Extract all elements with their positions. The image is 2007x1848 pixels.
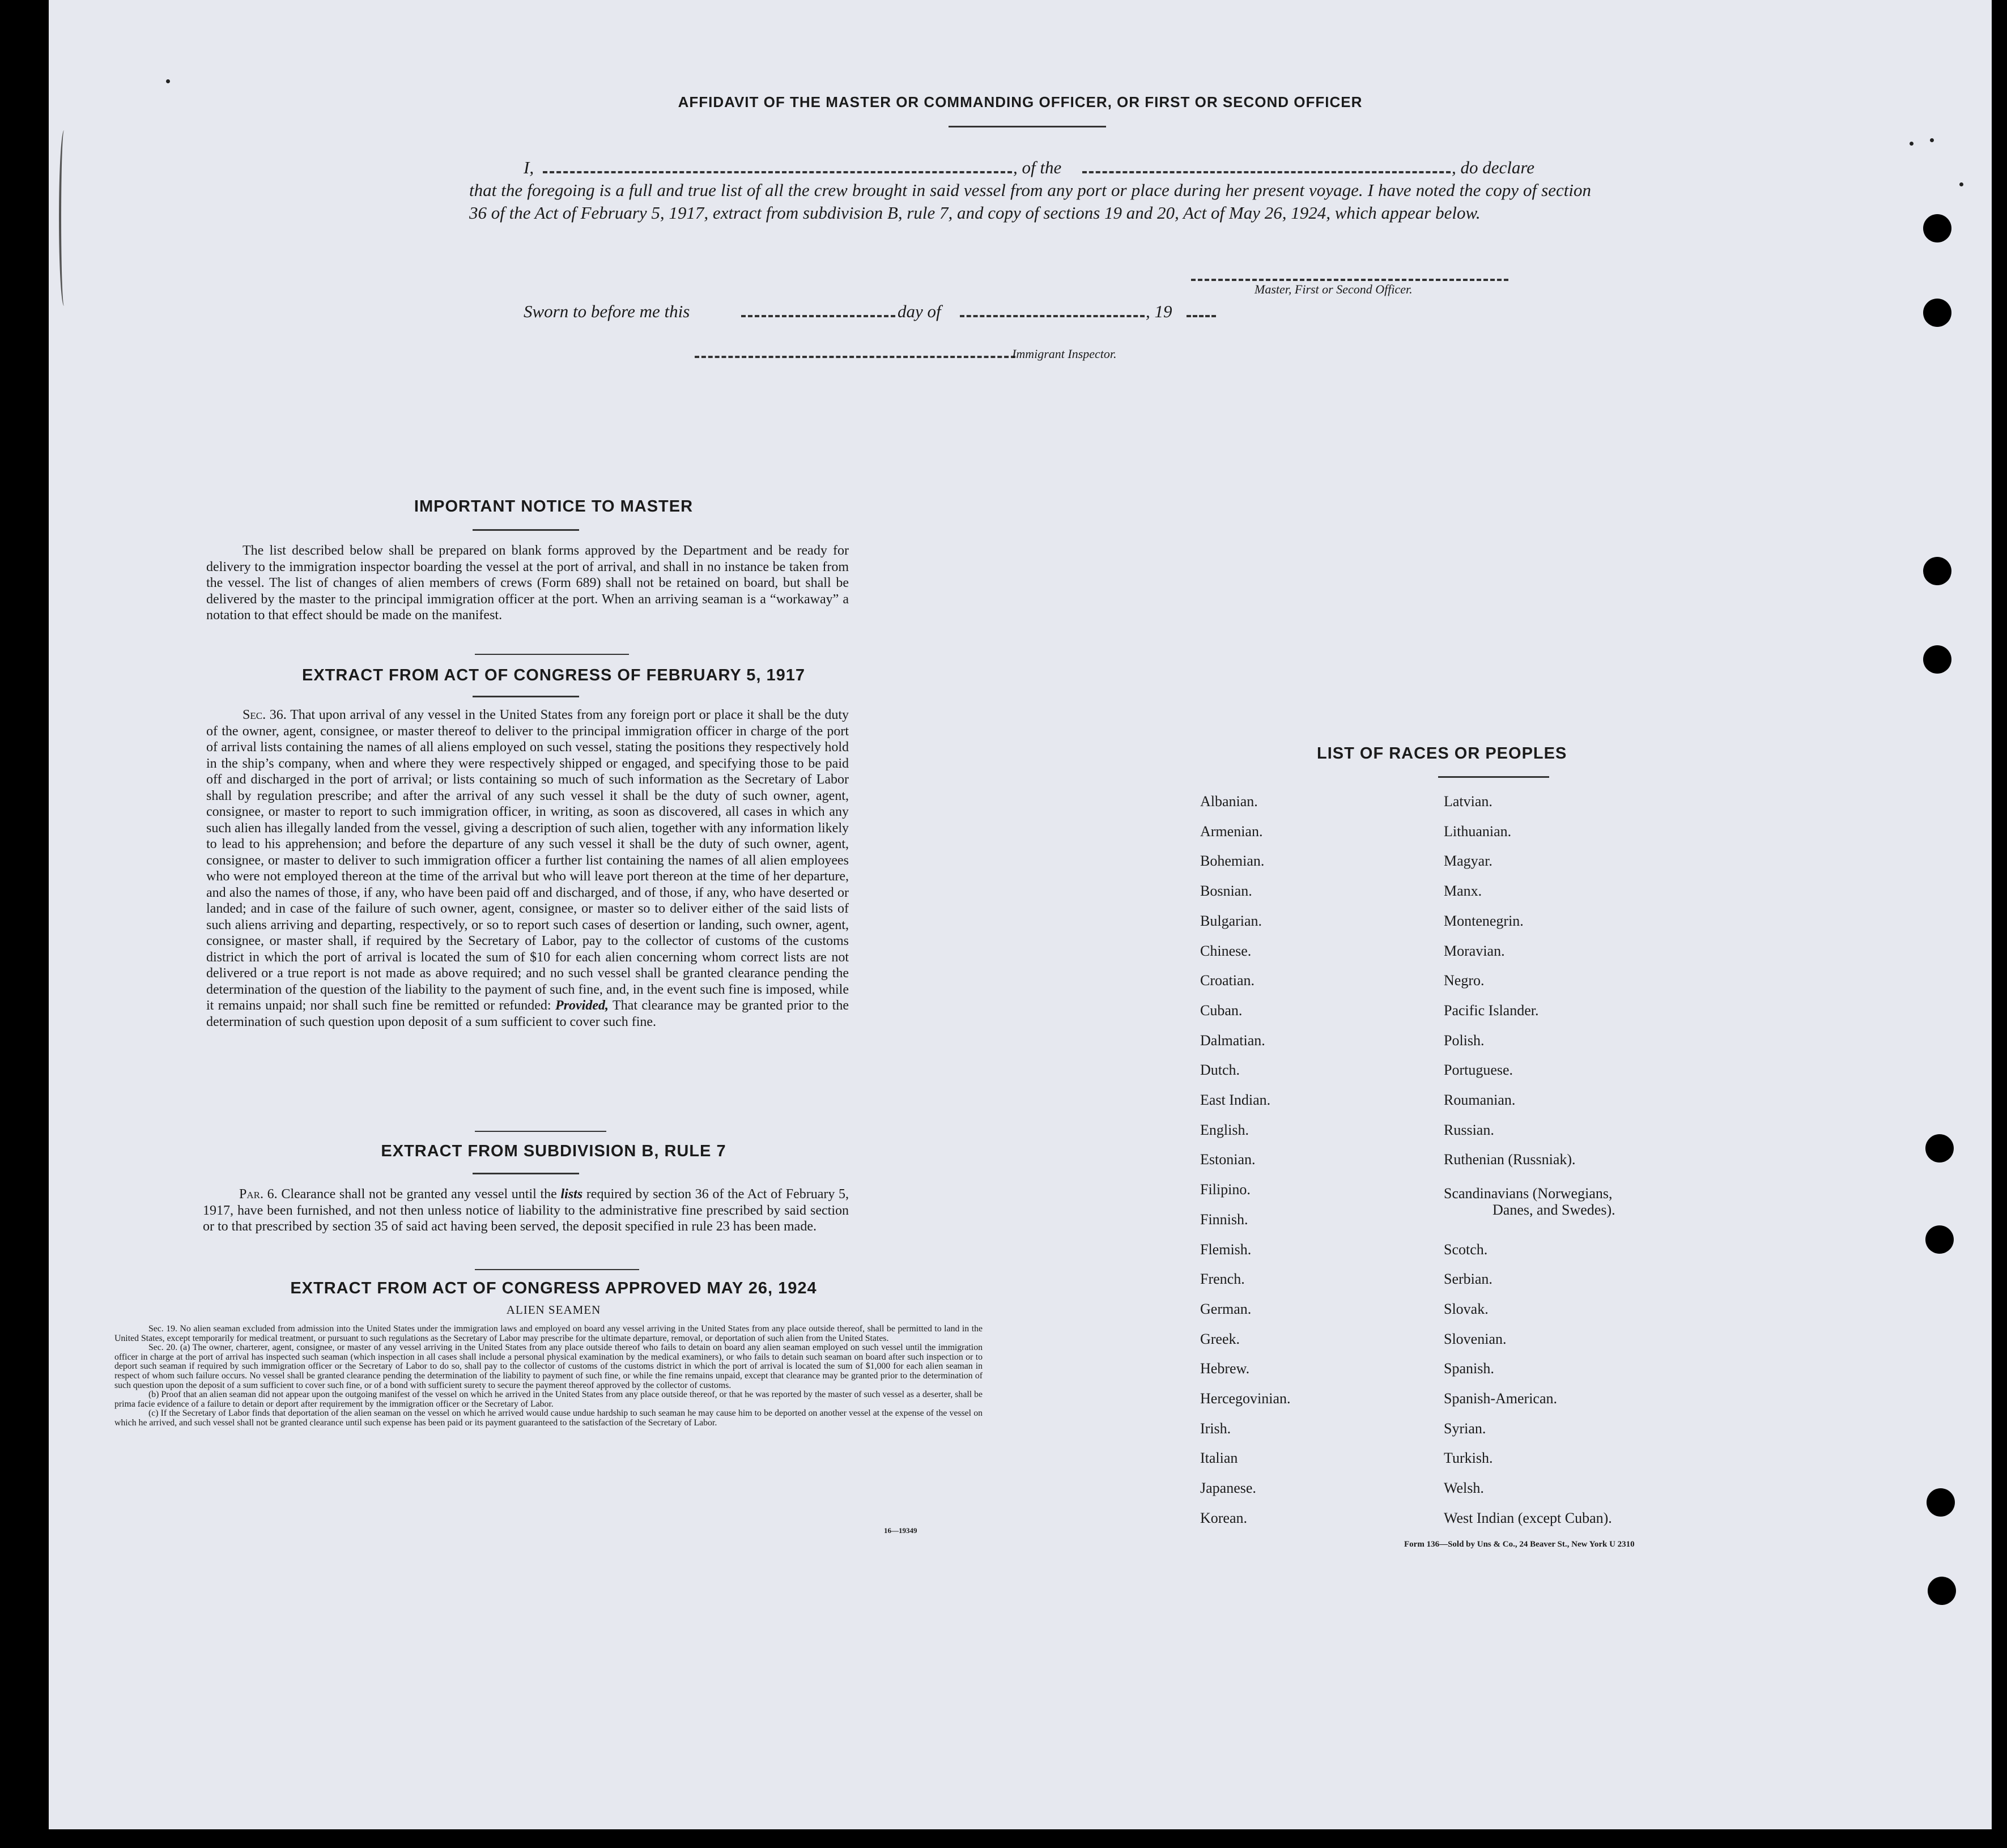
- paragraph-label: Par. 6.: [239, 1187, 278, 1202]
- name-blank[interactable]: [543, 171, 1012, 173]
- race-item: Flemish.: [1200, 1241, 1252, 1258]
- day-of-label: day of: [898, 301, 941, 321]
- vessel-blank[interactable]: [1082, 171, 1451, 173]
- rule-7-title: EXTRACT FROM SUBDIVISION B, RULE 7: [381, 1142, 726, 1160]
- paragraph-6-text: [203, 1186, 849, 1235]
- section-36-text: [206, 707, 849, 1030]
- day-blank[interactable]: [741, 315, 895, 317]
- sections-19-20: [114, 1325, 983, 1428]
- races-title: LIST OF RACES OR PEOPLES: [1317, 744, 1567, 763]
- race-item: Bosnian.: [1200, 883, 1252, 899]
- punch-hole: [1928, 1577, 1956, 1605]
- race-item: Russian.: [1444, 1122, 1494, 1138]
- race-item: German.: [1200, 1301, 1252, 1317]
- alien-seamen-subtitle: ALIEN SEAMEN: [506, 1303, 601, 1317]
- race-item: English.: [1200, 1122, 1249, 1138]
- race-item: Slovenian.: [1444, 1331, 1507, 1347]
- i-label: I,: [524, 157, 534, 177]
- notice-text: The list described below shall be prepared on blank forms approved by the Department and be ready for delivery to the immigration inspector boarding the vessel at the port of arrival, and shall in no instance be taken from the vessel. The list of changes of alien members of crews (Form 689) shall not be retained on board, but shall be delivered by the master to the principal immigration officer at the port. When an arriving seaman is a “workaway” a notation to that effect should be made on the manifest.: [206, 543, 849, 623]
- race-item: Slovak.: [1444, 1301, 1489, 1317]
- speck: [1910, 142, 1914, 146]
- race-item: Roumanian.: [1444, 1092, 1516, 1108]
- proviso-word: Provided,: [555, 998, 609, 1013]
- year-label: , 19: [1146, 301, 1172, 321]
- race-item: Armenian.: [1200, 823, 1263, 840]
- race-item: Bulgarian.: [1200, 913, 1262, 929]
- race-item: West Indian (except Cuban).: [1444, 1510, 1612, 1526]
- notice-title: IMPORTANT NOTICE TO MASTER: [414, 497, 694, 516]
- race-item: Finnish.: [1200, 1211, 1248, 1228]
- divider: [475, 654, 629, 655]
- punch-hole: [1925, 1225, 1954, 1254]
- extract-1917-title: EXTRACT FROM ACT OF CONGRESS OF FEBRUARY 5, 1917: [301, 666, 806, 684]
- race-item: Bohemian.: [1200, 853, 1265, 869]
- race-item: East Indian.: [1200, 1092, 1271, 1108]
- print-code: 16—19349: [884, 1526, 917, 1535]
- race-item: Spanish.: [1444, 1360, 1494, 1377]
- rule-7-underline: [473, 1173, 579, 1174]
- race-item: Polish.: [1444, 1032, 1485, 1049]
- year-blank[interactable]: [1187, 315, 1216, 317]
- of-the-label: , of the: [1013, 157, 1062, 177]
- section-36-body: That upon arrival of any vessel in the United States from any foreign port or place it shall be the duty of the owner, agent, consignee, or master thereof to deliver to the principal immigration officer in charge of the port of arrival lists containing the names of all aliens employed on such vessel, stating the positions they respectively hold in the ship’s company, when and where they were respectively shipped or engaged, and specifying those to be paid off and discharged in the port of arrival; or lists containing so much of such information as the Secretary of Labor shall by regulation prescribe; and after the arrival of any such vessel it shall be the duty of such owner, agent, consignee, or master to report to such immigration officer, in writing, as soon as discovered, all cases in which any such alien has illegally landed from the vessel, giving a description of such alien, together with any information likely to lead to his apprehension; and before the departure of any such vessel it shall be the duty of such owner, agent, consignee, or master to deliver to such immigration officer a further list containing the names of all alien employees who were not employed thereon at the time of the arrival but who will leave port thereon at the time of her departure, and also the names of those, if any, who have been paid off and discharged, and of those, if any, who have deserted or landed; and in case of the failure of such owner, agent, consignee, or master so to deliver either of the said lists of such aliens arriving and departing, respectively, or so to report such cases of desertion or landing, such owner, agent, consignee, or master shall, if required by the Secretary of Labor, pay to the collector of customs of the customs district in which the port of arrival is located the sum of $10 for each alien concerning whom correct lists are not delivered or a true report is not made as above required; and no such vessel shall be granted clearance pending the determination of the question of the liability to the payment of such fine, and, in the event such fine is imposed, while it remains unpaid; nor shall such fine be remitted or refunded:: [206, 708, 849, 1013]
- section-20a-text: Sec. 20. (a) The owner, charterer, agent, consignee, or master of any vessel arriving in the United States from any place outside thereof who fails to detain on board any alien seaman employed on such vessel until the immigration officer in charge at the port of arrival has inspected such seaman (which inspection in all cases shall include a personal physical examination by the medical examiners), or who fails to detain such seaman on board after such inspection or to deport such seaman if required by such immigration officer or the Secretary of Labor to do so, shall pay to the collector of customs of the customs district in which the port of arrival is located the sum of $1,000 for each alien seaman in respect of whom such failure occurs. No vessel shall be granted clearance pending the determination of the liability to payment of such fine, or while the fine remains unpaid, except that clearance may be granted prior to the determination of such question upon the deposit of a sum sufficient to cover such fine, or of a bond with sufficient surety to secure the payment thereof approved by the collector of customs.: [114, 1343, 983, 1390]
- speck: [1959, 182, 1963, 186]
- race-item: Hebrew.: [1200, 1360, 1250, 1377]
- title-underline: [949, 126, 1106, 127]
- race-item: Hercegovinian.: [1200, 1390, 1291, 1407]
- races-underline: [1438, 776, 1549, 778]
- section-36-end: That clearance may be granted prior to the determination of such question upon deposit of a sum sufficient to cover such fine.: [206, 998, 849, 1029]
- race-item: Danes, and Swedes).: [1493, 1202, 1615, 1218]
- race-item: Welsh.: [1444, 1480, 1484, 1496]
- race-item: Scandinavians (Norwegians,: [1444, 1185, 1613, 1202]
- section-label: Sec. 36.: [243, 708, 287, 722]
- race-item: French.: [1200, 1271, 1245, 1287]
- inspector-signature-line[interactable]: [695, 356, 1015, 358]
- speck: [166, 79, 170, 83]
- race-item: Croatian.: [1200, 972, 1255, 989]
- do-declare-label: , do declare: [1452, 157, 1535, 177]
- race-item: Irish.: [1200, 1420, 1231, 1437]
- sworn-prefix: Sworn to before me this: [524, 301, 690, 321]
- race-item: Greek.: [1200, 1331, 1240, 1347]
- form-footer: Form 136—Sold by Uns & Co., 24 Beaver St., New York U 2310: [1404, 1540, 1635, 1549]
- race-item: Dutch.: [1200, 1062, 1240, 1078]
- race-item: Dalmatian.: [1200, 1032, 1265, 1049]
- race-item: Lithuanian.: [1444, 823, 1512, 840]
- section-20c-text: (c) If the Secretary of Labor finds that deportation of the alien seaman on the vessel on which he arrived would cause undue hardship to such seaman he may cause him to be deported on another vessel at the expense of the vessel on which he arrived, and such vessel shall not be granted clearance until such expense has been paid or its payment guaranteed to the satisfaction of the Secretary of Labor.: [114, 1408, 983, 1428]
- race-item: Spanish-American.: [1444, 1390, 1558, 1407]
- punch-hole: [1923, 557, 1951, 585]
- document-page: [49, 0, 1992, 1829]
- affidavit-first-line: [524, 156, 1600, 179]
- master-signature-line[interactable]: [1191, 279, 1508, 281]
- month-blank[interactable]: [960, 315, 1145, 317]
- race-item: Syrian.: [1444, 1420, 1486, 1437]
- race-item: Portuguese.: [1444, 1062, 1513, 1078]
- paragraph-6-body-a: Clearance shall not be granted any vessel until the: [281, 1187, 557, 1202]
- race-item: Korean.: [1200, 1510, 1248, 1526]
- extract-1917-underline: [473, 696, 579, 697]
- race-item: Ruthenian (Russniak).: [1444, 1151, 1576, 1168]
- race-item: Italian: [1200, 1450, 1238, 1466]
- race-item: Chinese.: [1200, 943, 1252, 959]
- section-20b-text: (b) Proof that an alien seaman did not appear upon the outgoing manifest of the vessel on which he arrived in the United States from any place outside thereof, or that he was reported by the master of such vessel as a deserter, shall be prima facie evidence of a failure to detain or deport after requirement by the immigration officer or the Secretary of Labor.: [114, 1390, 983, 1409]
- race-item: Negro.: [1444, 972, 1485, 989]
- extract-1924-title: EXTRACT FROM ACT OF CONGRESS APPROVED MAY 26, 1924: [290, 1279, 817, 1297]
- race-item: Pacific Islander.: [1444, 1002, 1539, 1019]
- binding-edge: [59, 130, 69, 306]
- affidavit-title: AFFIDAVIT OF THE MASTER OR COMMANDING OFFICER, OR FIRST OR SECOND OFFICER: [678, 93, 1363, 110]
- race-item: Turkish.: [1444, 1450, 1493, 1466]
- race-item: Estonian.: [1200, 1151, 1256, 1168]
- race-item: Albanian.: [1200, 793, 1258, 810]
- race-item: Filipino.: [1200, 1181, 1251, 1198]
- section-19-text: Sec. 19. No alien seaman excluded from admission into the United States under the immigration laws and employed on board any vessel arriving in the United States from any place outside thereof, shall be permitted to land in the United States, except temporarily for medical treatment, or pursuant to such regulations as the Secretary of Labor may prescribe for the ultimate departure, removal, or deportation of such alien from the United States.: [114, 1324, 983, 1343]
- race-item: Japanese.: [1200, 1480, 1256, 1496]
- affidavit-body: that the foregoing is a full and true list of all the crew brought in said vessel from any port or place during her present voyage. I have noted the copy of section 36 of the Act of February 5, 1917, extract from subdivision B, rule 7, and copy of sections 19 and 20, Act of May 26, 1924, which appear below.: [469, 180, 1591, 223]
- race-item: Cuban.: [1200, 1002, 1243, 1019]
- race-item: Moravian.: [1444, 943, 1505, 959]
- punch-hole: [1923, 214, 1951, 242]
- race-item: Manx.: [1444, 883, 1482, 899]
- master-label: Master, First or Second Officer.: [1255, 282, 1413, 296]
- notice-underline: [473, 529, 579, 531]
- speck: [1930, 138, 1934, 142]
- punch-hole: [1927, 1488, 1955, 1517]
- divider: [475, 1269, 639, 1270]
- inspector-label: Immigrant Inspector.: [1012, 347, 1117, 361]
- race-item: Latvian.: [1444, 793, 1493, 810]
- sworn-line: [524, 300, 1260, 323]
- race-item: Magyar.: [1444, 853, 1493, 869]
- paragraph-6-body-b: required by section 36 of the Act of February 5, 1917, have been furnished, and not then unless notice of liability to the administrative fine prescribed by said section or to that prescribed by section 35 of said act having been served, the deposit specified in rule 23 has been made.: [203, 1187, 849, 1234]
- punch-hole: [1923, 299, 1951, 327]
- race-item: Serbian.: [1444, 1271, 1493, 1287]
- divider: [475, 1131, 606, 1132]
- lists-word: lists: [560, 1187, 583, 1202]
- race-item: Montenegrin.: [1444, 913, 1524, 929]
- punch-hole: [1923, 645, 1951, 674]
- punch-hole: [1925, 1134, 1954, 1163]
- race-item: Scotch.: [1444, 1241, 1488, 1258]
